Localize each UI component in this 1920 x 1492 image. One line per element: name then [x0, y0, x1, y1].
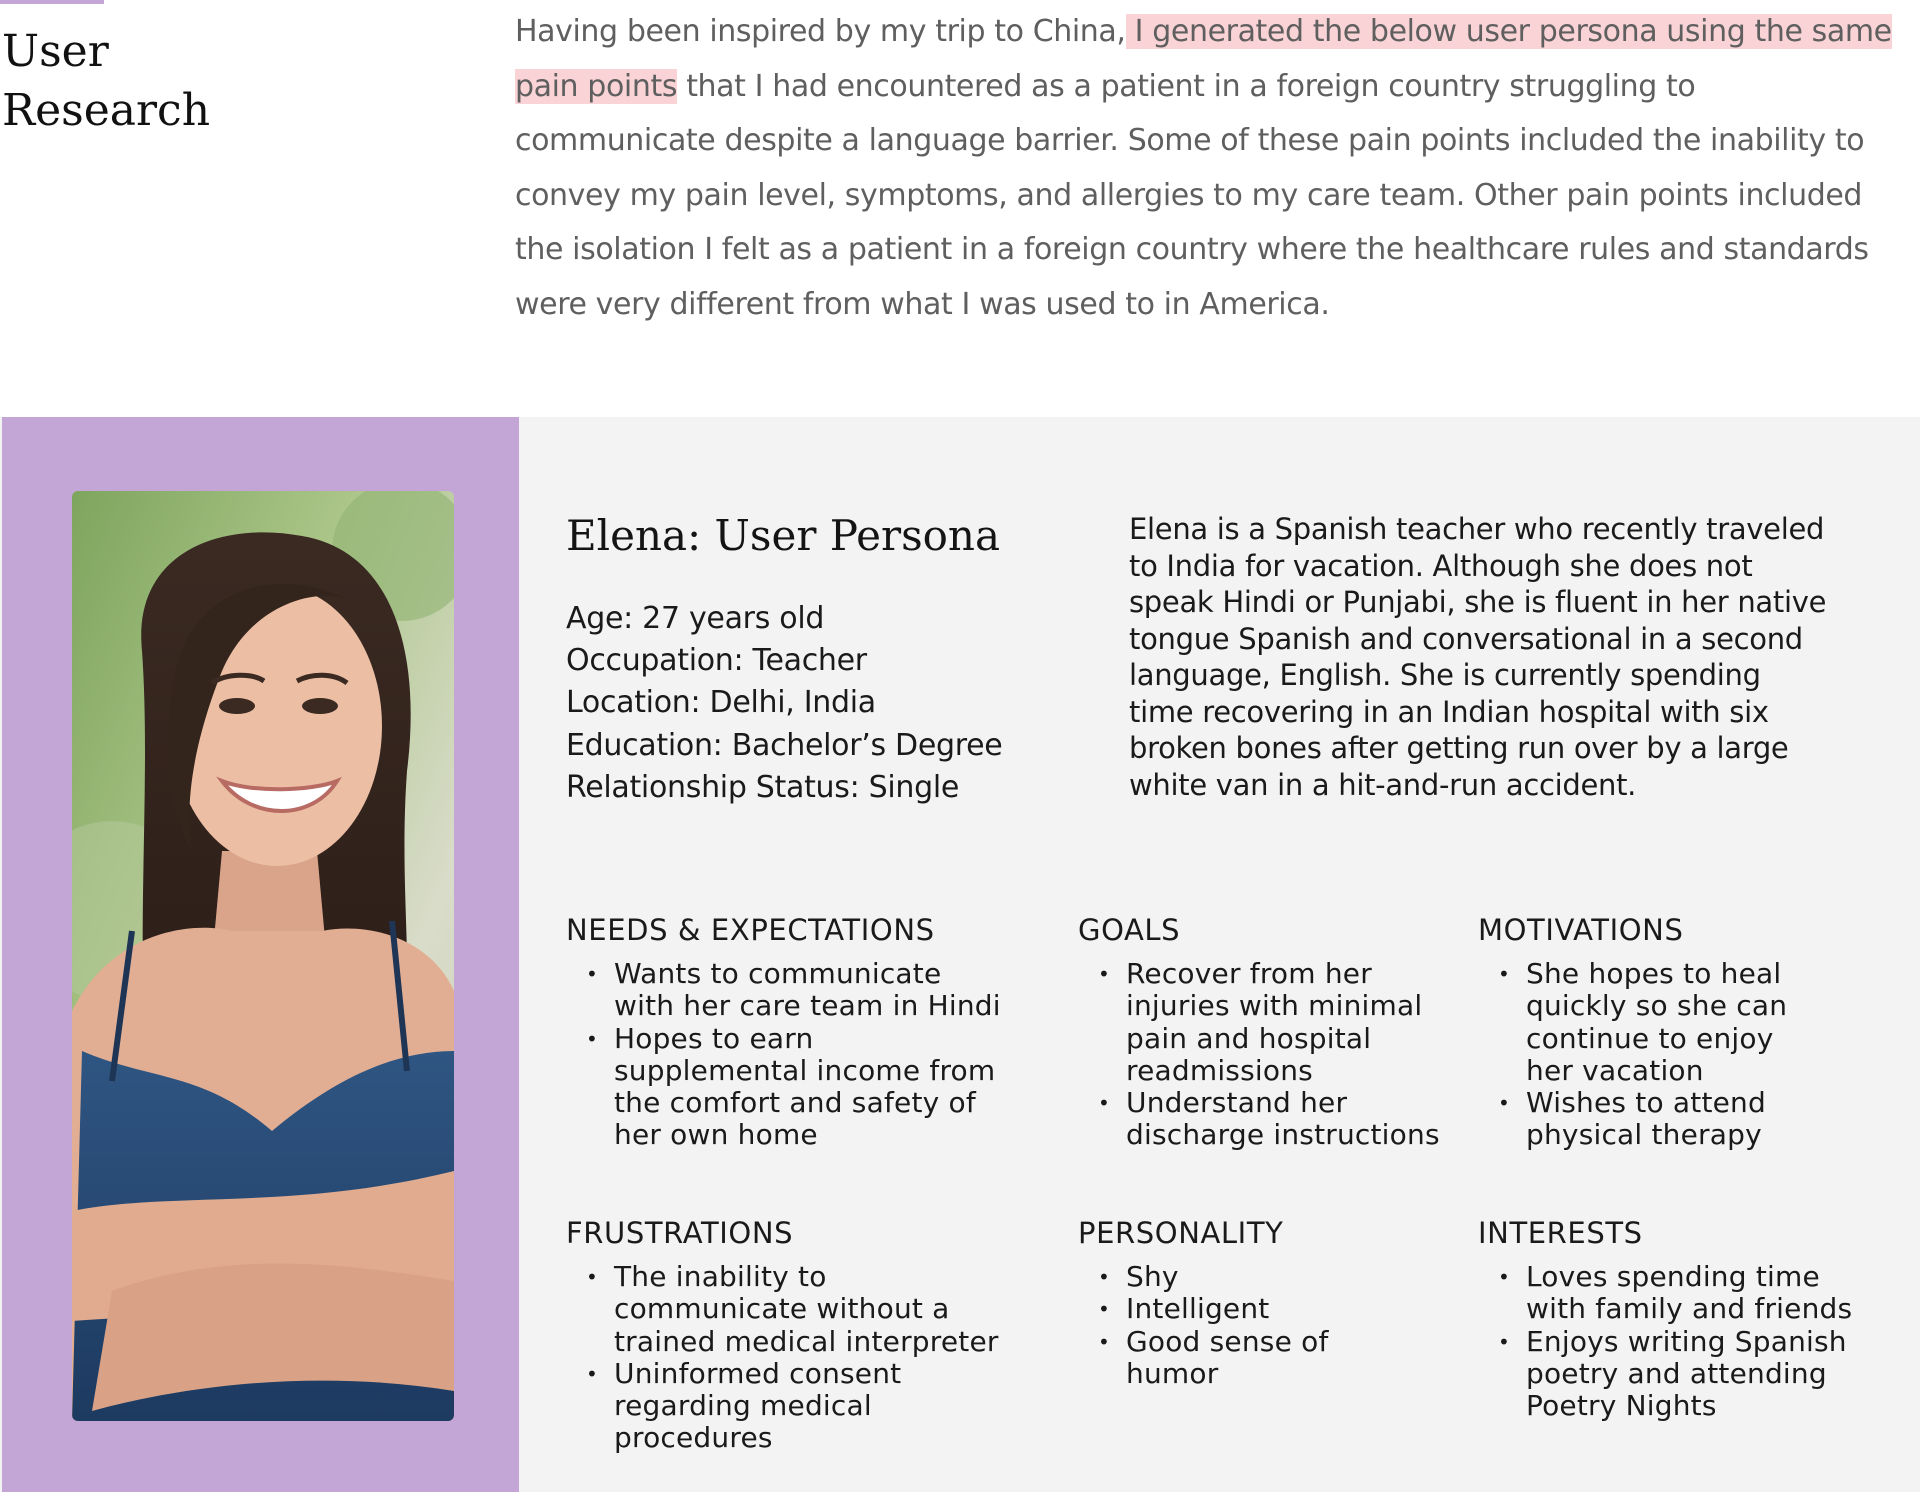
list-item [1478, 958, 1898, 1087]
item-line: Understand her [1126, 1086, 1348, 1120]
bullet-icon: • [1498, 1265, 1510, 1289]
item-line: quickly so she can [1526, 989, 1788, 1023]
list-item [1478, 1087, 1898, 1152]
motivations-heading: MOTIVATIONS [1478, 913, 1684, 947]
goals-list [1078, 958, 1498, 1152]
bio-line: time recovering in an Indian hospital with six [1129, 694, 1769, 729]
item-line: Wants to communicate [614, 957, 942, 990]
persona-name: Elena: User Persona [566, 511, 1001, 560]
intro-line: the isolation I felt as a patient in a foreign country where the healthcare rules and standards [515, 232, 1869, 267]
item-line: humor [1126, 1356, 1219, 1390]
needs-section [566, 912, 1001, 1152]
item-line: Hopes to earn [614, 1021, 814, 1055]
item-line: regarding medical [614, 1389, 872, 1423]
bio-line: tongue Spanish and conversational in a second [1129, 621, 1803, 656]
personality-heading: PERSONALITY [1078, 1216, 1284, 1250]
item-line: trained medical interpreter [614, 1324, 999, 1358]
intro-highlight: pain points [515, 68, 678, 104]
item-line: Recover from her [1126, 957, 1372, 990]
list-item [1078, 1326, 1498, 1391]
persona-card [0, 417, 1920, 1492]
motivations-list [1478, 958, 1898, 1152]
intro-line [515, 5, 1915, 60]
item-line: with her care team in Hindi [614, 989, 1001, 1023]
intro-line: communicate despite a language barrier. Some of these pain points included the inability to [515, 123, 1865, 158]
motivations-section [1478, 912, 1898, 1152]
item-line: Loves spending time [1526, 1260, 1820, 1293]
item-line: procedures [614, 1421, 773, 1455]
intro-paragraph [515, 5, 1915, 332]
item-line: Uninformed consent [614, 1356, 902, 1390]
section-title-line2: Research [2, 85, 211, 136]
item-line: continue to enjoy [1526, 1021, 1774, 1055]
item-line: her vacation [1526, 1053, 1704, 1087]
item-line: Enjoys writing Spanish [1526, 1324, 1847, 1358]
item-line: communicate without a [614, 1292, 950, 1326]
list-item [1078, 1087, 1498, 1152]
fact-age: Age: 27 years old [566, 601, 825, 636]
item-line: The inability to [614, 1260, 827, 1293]
interests-heading: INTERESTS [1478, 1216, 1643, 1250]
fact-location: Location: Delhi, India [566, 685, 876, 721]
intro-line: were very different from what I was used to in America. [515, 286, 1330, 322]
bullet-icon: • [1098, 1091, 1110, 1116]
bullet-icon: • [1498, 1091, 1510, 1116]
list-item [1078, 1293, 1498, 1325]
intro-text: that I had encountered as a patient in a foreign country struggling to [677, 68, 1696, 104]
bullet-icon: • [586, 1361, 598, 1386]
frustrations-section [566, 1215, 999, 1455]
top-accent-bar [0, 0, 104, 4]
needs-list [566, 957, 1001, 1152]
frustrations-heading: FRUSTRATIONS [566, 1216, 794, 1250]
bullet-icon: • [1098, 1265, 1110, 1289]
personality-list [1078, 1261, 1498, 1390]
bio-line: speak Hindi or Punjabi, she is fluent in her native [1129, 585, 1827, 619]
bio-line: Elena is a Spanish teacher who recently traveled [1129, 512, 1825, 546]
item-line: pain and hospital [1126, 1021, 1372, 1055]
item-line: Wishes to attend [1526, 1086, 1766, 1120]
item-line: discharge instructions [1126, 1118, 1440, 1152]
bullet-icon: • [586, 1026, 598, 1051]
item-line: Shy [1126, 1260, 1179, 1293]
item-line: Poetry Nights [1526, 1389, 1717, 1423]
list-item [1478, 1261, 1898, 1326]
bullet-icon: • [1098, 962, 1110, 986]
fact-occupation: Occupation: Teacher [566, 643, 867, 679]
fact-relationship: Relationship Status: Single [566, 769, 960, 805]
item-line: the comfort and safety of [614, 1086, 976, 1120]
list-item [566, 957, 1001, 1023]
section-title-line1: User [2, 26, 109, 77]
intro-line: convey my pain level, symptoms, and allergies to my care team. Other pain points included [515, 177, 1863, 213]
persona-bio [1129, 511, 1899, 803]
goals-heading: GOALS [1078, 913, 1181, 947]
list-item [566, 1358, 996, 1455]
list-item [1478, 1326, 1898, 1423]
bullet-icon: • [586, 962, 598, 986]
item-line: Intelligent [1126, 1292, 1270, 1326]
bullet-icon: • [586, 1265, 598, 1289]
intro-text: Having been inspired by my trip to China, [515, 14, 1126, 49]
frustrations-list [566, 1260, 999, 1455]
section-title [2, 22, 302, 140]
bio-line: white van in a hit-and-run accident. [1129, 767, 1637, 802]
list-item [566, 1023, 996, 1152]
interests-list [1478, 1261, 1898, 1422]
bio-line: to India for vacation. Although she does not [1129, 548, 1753, 583]
portrait-photo-icon [72, 491, 454, 1421]
item-line: her own home [614, 1118, 818, 1152]
item-line: supplemental income from [614, 1053, 996, 1087]
intro-line [515, 60, 1915, 115]
item-line: Good sense of [1126, 1324, 1329, 1358]
item-line: poetry and attending [1526, 1356, 1827, 1390]
needs-heading: NEEDS & EXPECTATIONS [566, 913, 935, 947]
bio-line: broken bones after getting run over by a large [1129, 731, 1789, 765]
persona-photo-panel [2, 417, 519, 1492]
fact-education: Education: Bachelor’s Degree [566, 727, 1003, 763]
intro-highlight: I generated the below user persona using the same [1125, 14, 1892, 49]
bullet-icon: • [1498, 962, 1510, 986]
item-line: injuries with minimal [1126, 989, 1423, 1023]
item-line: readmissions [1126, 1053, 1313, 1087]
goals-section [1078, 912, 1498, 1152]
bullet-icon: • [1098, 1297, 1110, 1322]
interests-section [1478, 1215, 1898, 1422]
bullet-icon: • [1498, 1329, 1510, 1354]
item-line: She hopes to heal [1526, 957, 1782, 990]
bio-line: language, English. She is currently spending [1129, 658, 1761, 692]
list-item [566, 1260, 999, 1358]
personality-section [1078, 1215, 1498, 1390]
bullet-icon: • [1098, 1329, 1110, 1354]
persona-facts [566, 598, 1002, 809]
list-item [1078, 1261, 1498, 1293]
list-item [1078, 958, 1498, 1087]
item-line: with family and friends [1526, 1292, 1853, 1326]
item-line: physical therapy [1526, 1118, 1762, 1152]
